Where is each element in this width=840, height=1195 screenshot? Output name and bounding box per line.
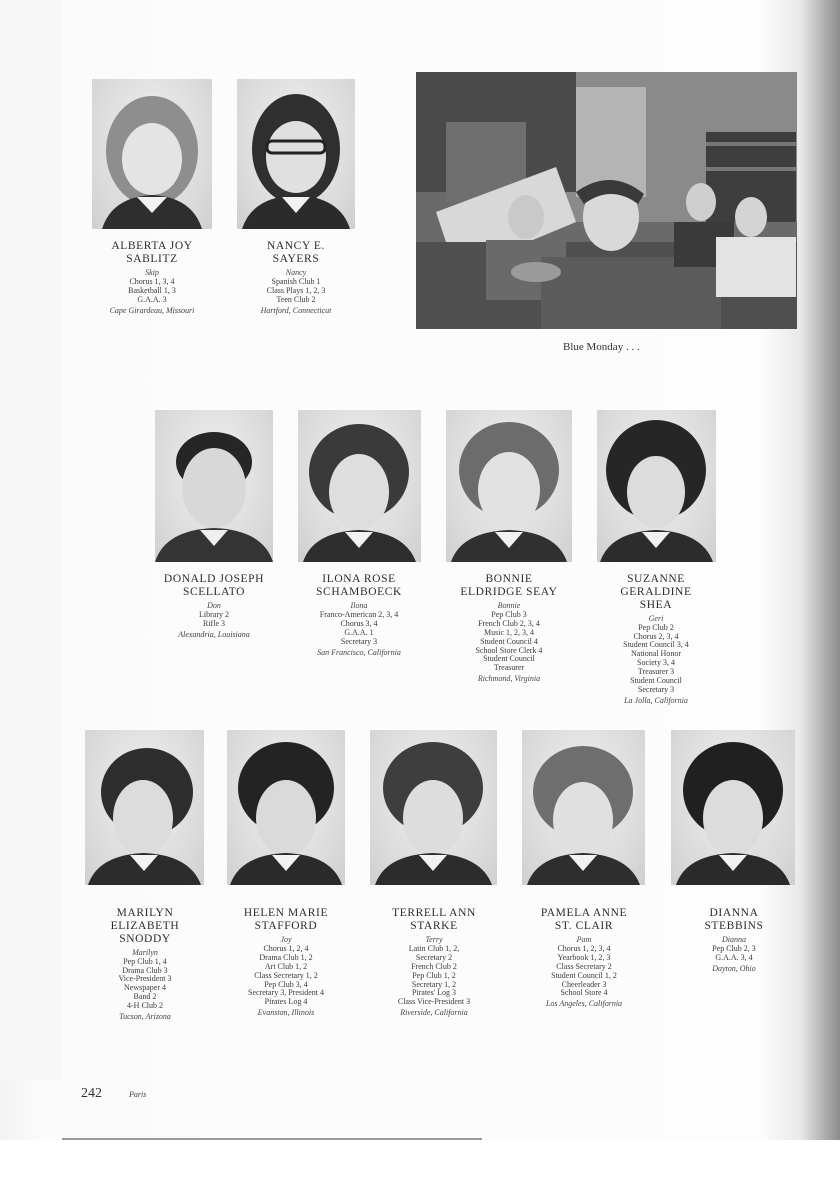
student-activity: Class Plays 1, 2, 3 [266,285,326,295]
student-nickname: Don [207,600,221,610]
student-hometown: Evanston, Illinois [257,1008,315,1018]
student-caption [444,573,574,684]
student-activity: Rifle 3 [203,618,225,628]
student-name: STARKE [410,919,458,932]
student-activity: Student Council [483,654,535,664]
student-caption [591,573,721,706]
student-activity: Chorus 2, 3, 4 [633,631,679,641]
student-activity: G.A.A. 3 [137,294,167,304]
student-activity: Pep Club 3, 4 [264,979,308,989]
student-activity: Pep Club 2 [638,622,674,632]
student-activity: Treasurer 3 [637,667,675,677]
student-caption [669,907,799,974]
student-nickname: Geri [648,613,664,623]
student-activity: Student Council 1, 2 [551,970,617,980]
student-activity: Drama Club 1, 2 [259,952,313,962]
student-activity: Pep Club 3 [491,609,527,619]
student-name: STAFFORD [254,919,318,932]
student-portrait [92,79,212,229]
student-name: ELDRIDGE SEAY [460,585,558,598]
student-activity: Class Secretary 1, 2 [254,970,318,980]
student-portrait [446,410,572,562]
student-activity: 4-H Club 2 [127,1001,163,1011]
student-activity: French Club 2 [411,961,457,971]
student-hometown: Hartford, Connecticut [260,305,332,315]
student-nickname: Nancy [285,267,307,277]
candid-photo-caption: Blue Monday . . . [563,341,640,353]
student-activity: Secretary 3 [340,636,378,646]
student-name: BONNIE [485,573,533,585]
student-activity: School Store 4 [560,988,608,998]
student-nickname: Marilyn [132,947,158,957]
page-number: 242 [81,1086,102,1101]
student-name: SAYERS [272,252,320,265]
student-hometown: Los Angeles, California [545,999,623,1009]
student-name: STEBBINS [704,919,764,932]
student-activity: Chorus 1, 2, 3, 4 [557,943,611,953]
student-activity: Society 3, 4 [637,658,675,668]
student-activity: Treasurer [493,663,525,673]
student-nickname: Ilona [350,600,368,610]
student-caption [294,573,424,657]
student-activity: Library 2 [199,609,229,619]
student-name: NANCY E. [266,240,326,252]
student-activity: G.A.A. 1 [344,627,374,637]
student-hometown: Alexandria, Louisiana [178,629,250,639]
student-caption [221,907,351,1018]
student-name: ELIZABETH [110,919,180,932]
student-activity: Pep Club 2, 3 [712,943,756,953]
student-activity: Pirates Log 4 [264,997,308,1007]
student-name: DONALD JOSEPH [163,573,265,585]
student-nickname: Dianna [722,934,746,944]
student-hometown: Riverside, California [400,1008,468,1018]
student-activity: Teen Club 2 [276,294,316,304]
student-name: DIANNA [709,907,759,919]
student-hometown: Tucson, Arizona [119,1012,171,1022]
student-activity: Spanish Club 1 [271,276,321,286]
student-portrait [227,730,345,885]
student-activity: Basketball 1, 3 [128,285,176,295]
student-activity: Secretary 3, President 4 [248,988,324,998]
page-bottom-rule [62,1138,482,1140]
student-hometown: La Jolla, California [624,696,688,706]
page-bottom [0,1140,840,1195]
student-nickname: Bonnie [497,600,521,610]
student-name: SCELLATO [182,585,246,598]
student-activity: Class Secretary 2 [556,961,612,971]
student-activity: Pep Club 1, 2 [412,970,456,980]
student-activity: Art Club 1, 2 [264,961,308,971]
student-activity: Yearbook 1, 2, 3 [557,952,611,962]
student-activity: Cheerleader 3 [561,979,607,989]
student-name: SCHAMBOECK [316,585,402,598]
student-nickname: Terry [425,934,443,944]
student-caption [87,240,217,316]
student-caption [231,240,361,316]
student-activity: Pirates' Log 3 [411,988,457,998]
student-activity: Latin Club 1, 2, [408,943,460,953]
student-name: ST. CLAIR [554,919,614,932]
student-activity: Class Vice-President 3 [397,997,471,1007]
student-hometown: Richmond, Virginia [477,674,541,684]
student-activity: School Store Clerk 4 [475,645,543,655]
candid-classroom-photo [416,72,797,329]
student-activity: National Honor [631,649,681,659]
student-name: MARILYN [116,907,174,919]
student-portrait [671,730,795,885]
student-name: TERRELL ANN [392,907,476,919]
student-portrait [370,730,497,885]
student-caption [149,573,279,640]
student-activity: Secretary 3 [637,685,675,695]
student-name: SUZANNE [627,573,685,585]
student-activity: Secretary 1, 2 [411,979,457,989]
student-activity: Newspaper 4 [124,983,166,993]
student-activity: Music 1, 2, 3, 4 [484,627,534,637]
student-caption [80,907,210,1022]
student-name: PAMELA ANNE [540,907,628,919]
student-activity: G.A.A. 3, 4 [715,952,753,962]
student-name: ILONA ROSE [322,573,396,585]
student-activity: Student Council 3, 4 [623,640,689,650]
student-activity: Secretary 2 [415,952,453,962]
student-activity: Student Council [630,676,682,686]
student-portrait [597,410,716,562]
school-name: Paris [129,1090,147,1099]
student-nickname: Joy [280,934,292,944]
student-nickname: Skip [145,267,159,277]
student-name: ALBERTA JOY [111,240,193,252]
student-activity: French Club 2, 3, 4 [478,618,540,628]
student-portrait [237,79,355,229]
student-name: HELEN MARIE [243,907,329,919]
student-activity: Student Council 4 [480,636,538,646]
student-caption [366,907,502,1018]
student-portrait [85,730,204,885]
student-name: SABLITZ [126,252,178,265]
student-portrait [298,410,421,562]
student-activity: Franco-American 2, 3, 4 [319,609,399,619]
student-activity: Drama Club 3 [122,965,168,975]
student-nickname: Pam [576,934,592,944]
student-name: SNODDY [119,932,171,945]
student-activity: Chorus 1, 2, 4 [263,943,309,953]
page-margin [0,0,62,1080]
student-activity: Vice-President 3 [118,974,172,984]
student-hometown: Cape Girardeau, Missouri [109,305,195,315]
student-hometown: Dayton, Ohio [712,963,756,973]
student-portrait [155,410,273,562]
student-caption [518,907,650,1009]
student-activity: Pep Club 1, 4 [123,956,167,966]
student-hometown: San Francisco, California [317,647,401,657]
student-activity: Band 2 [133,992,157,1002]
student-portrait [522,730,645,885]
student-name: GERALDINE [620,585,692,598]
student-activity: Chorus 3, 4 [340,618,378,628]
student-name: SHEA [639,598,673,611]
student-activity: Chorus 1, 3, 4 [129,276,175,286]
